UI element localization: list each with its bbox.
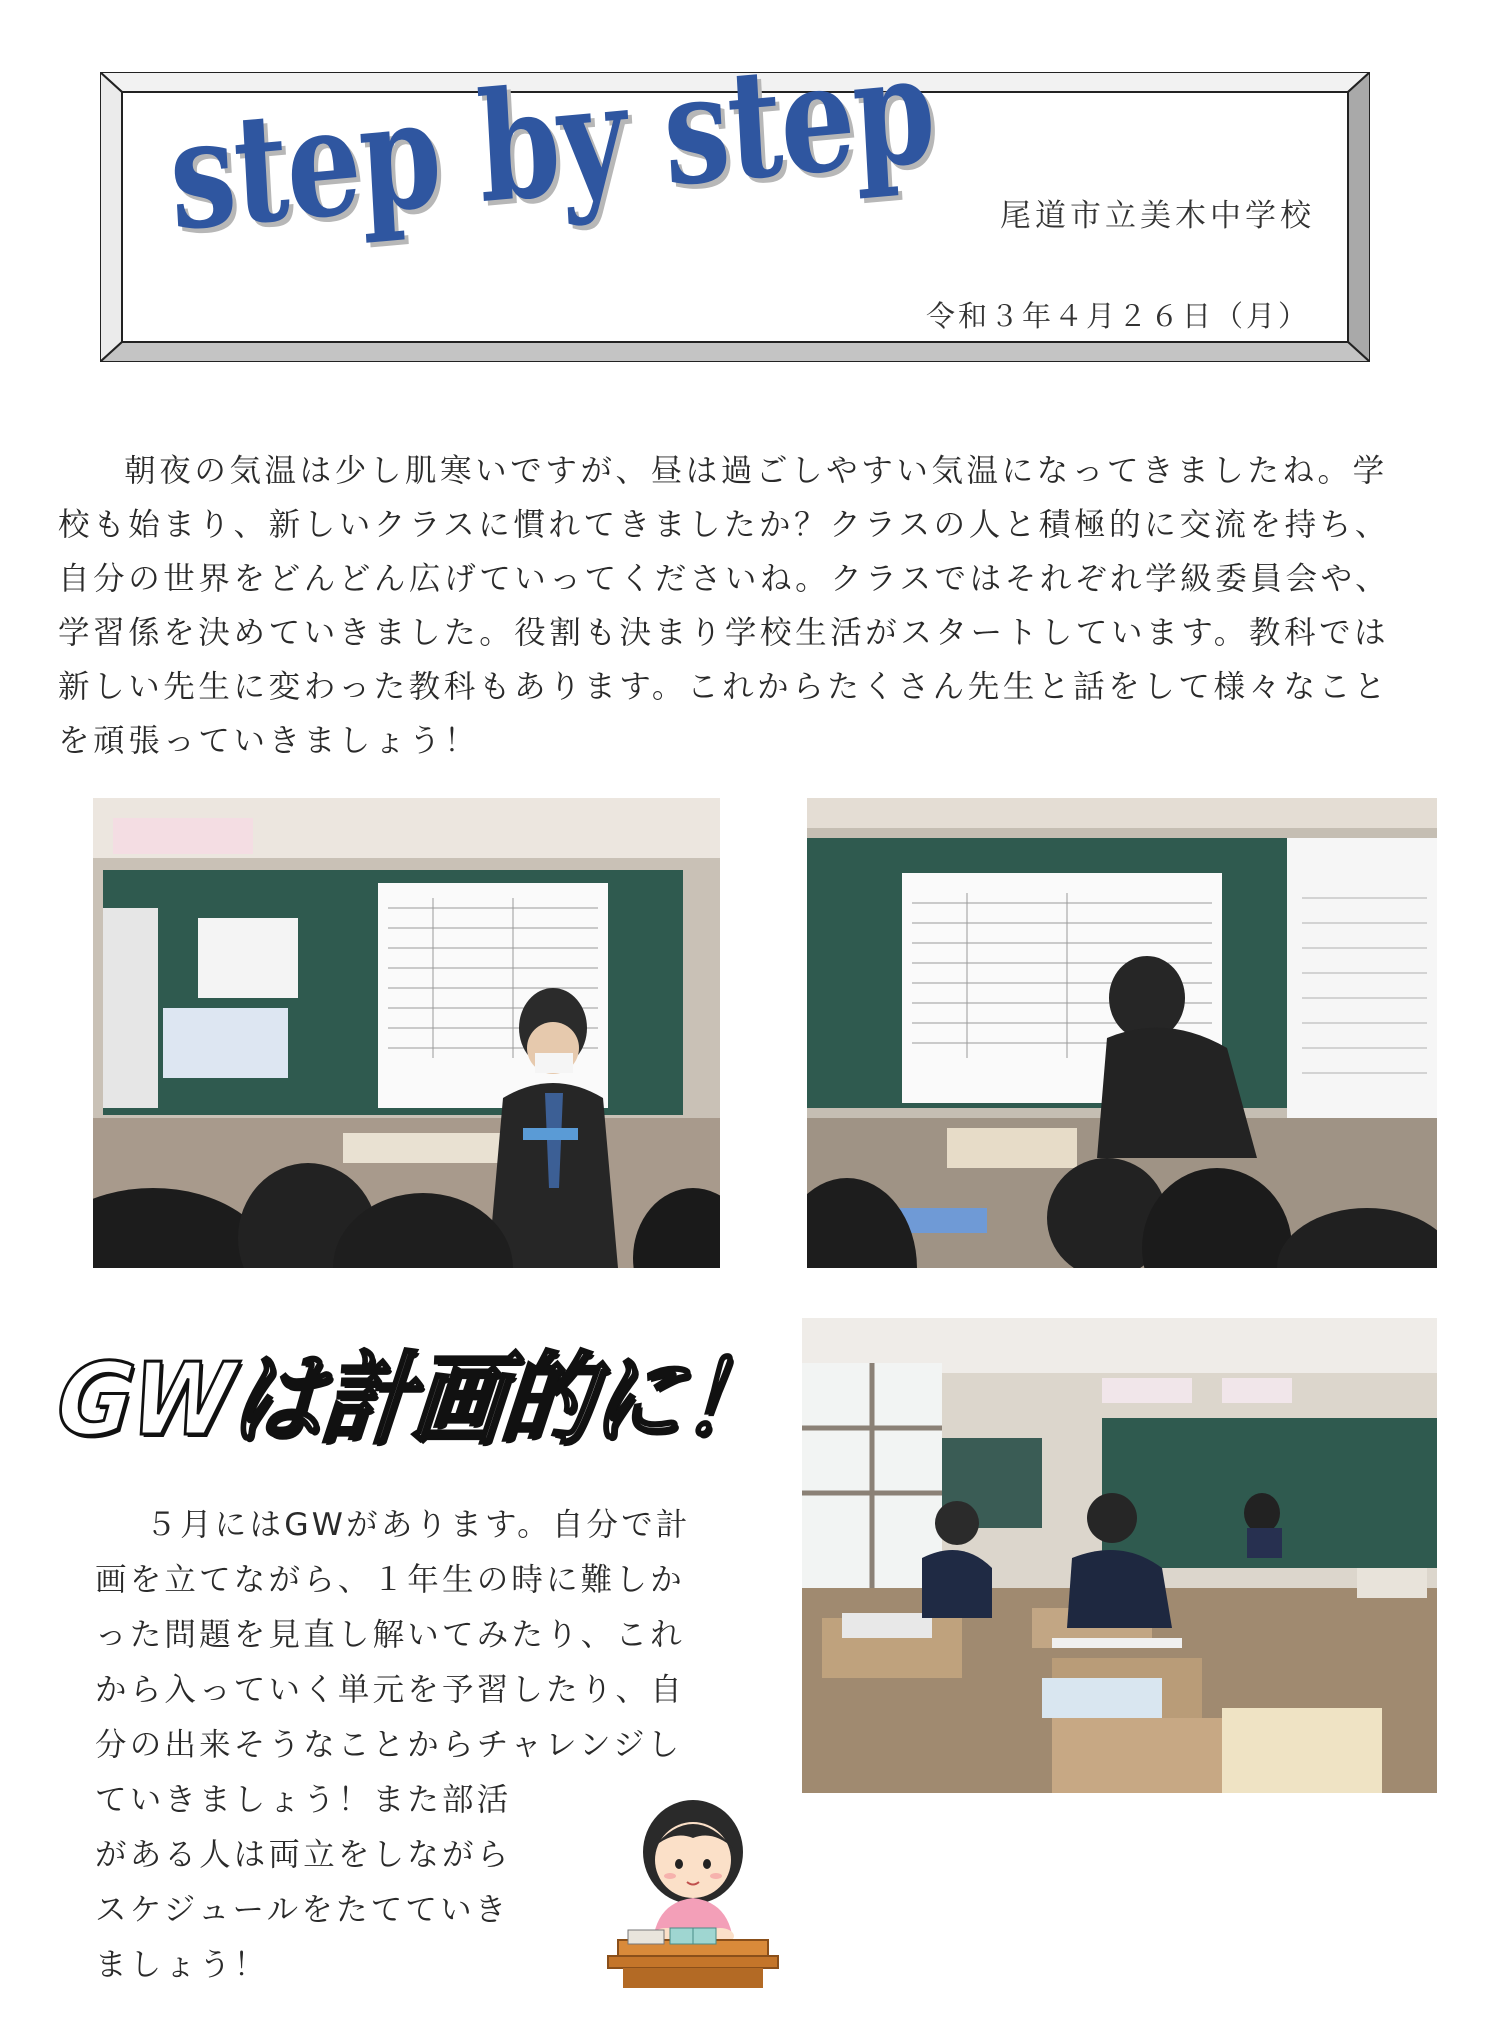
- school-name: 尾道市立美木中学校: [1000, 198, 1315, 234]
- gw-line: 分の出来そうなことからチャレンジし: [95, 1727, 683, 1763]
- gw-line: ましょう！: [95, 1947, 269, 1983]
- gw-line: がある人は両立をしながら: [95, 1837, 512, 1873]
- gw-heading: GWは計画的に！: [52, 1341, 778, 1458]
- photo-students-studying: [802, 1318, 1437, 1793]
- studying-girl-illustration: [598, 1790, 788, 1990]
- photo-teacher-blackboard: [93, 798, 720, 1268]
- newsletter-title: step by step: [165, 20, 938, 265]
- gw-line: った問題を見直し解いてみたり、これ: [95, 1617, 685, 1653]
- gw-line: ５月にはGWがあります。自分で計: [145, 1507, 691, 1543]
- header-frame: [100, 20, 1370, 362]
- gw-line: スケジュールをたてていき: [95, 1892, 510, 1928]
- issue-date: 令和３年４月２６日（月）: [925, 299, 1310, 333]
- gw-line: ていきましょう！また部活: [95, 1782, 512, 1818]
- intro-paragraph: 朝夜の気温は少し肌寒いですが、昼は過ごしやすい気温になってきましたね。学校も始まり、新しいクラスに慣れてきましたか？クラスの人と積極的に交流を持ち、自分の世界をどんどん広げていってくださいね。クラスではそれぞれ学級委員会や、学習係を決めていきました。役割も決まり学校生活がスタートしています。教科では新しい先生に変わった教科もあります。これからたくさん先生と話をして様々なことを頑張っていきましょう！: [58, 452, 1391, 759]
- gw-line: から入っていく単元を予習したり、自: [95, 1672, 685, 1708]
- gw-line: 画を立てながら、１年生の時に難しか: [95, 1562, 685, 1598]
- photo-teacher-reading: [807, 798, 1437, 1268]
